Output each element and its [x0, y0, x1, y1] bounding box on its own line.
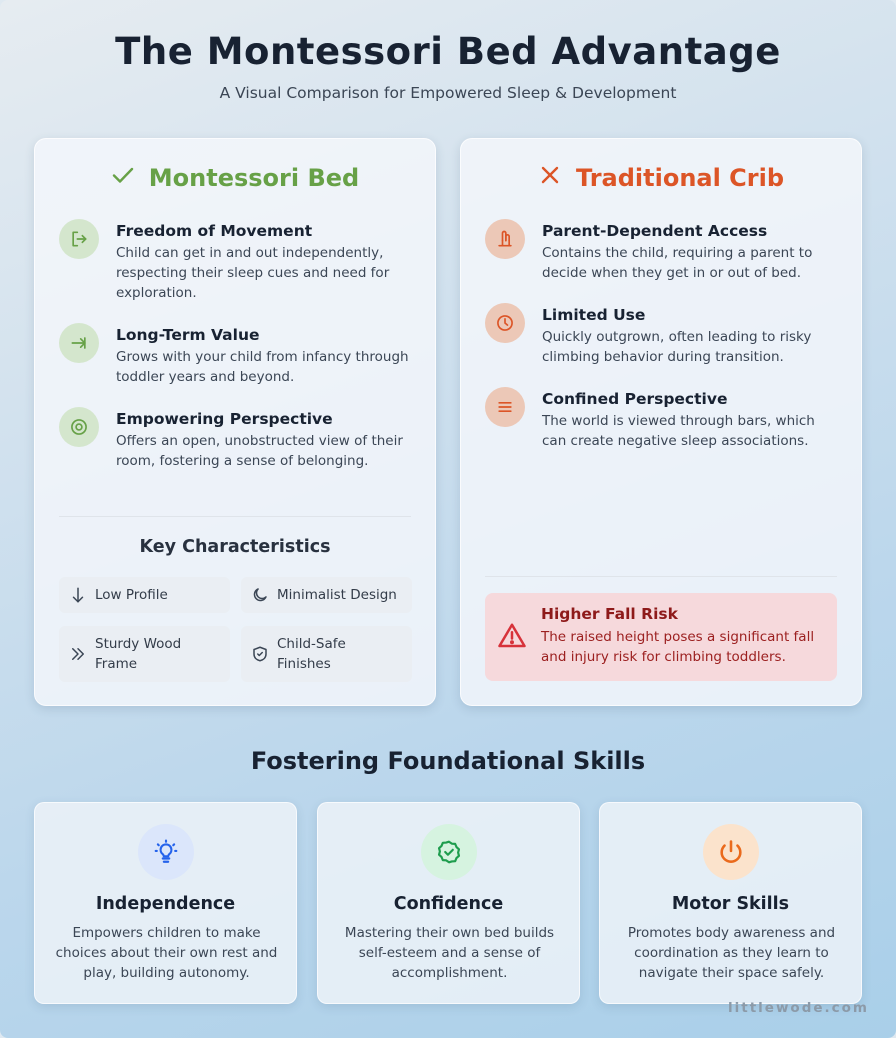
skill-desc: Empowers children to make choices about their own rest and play, building autonomy. — [55, 925, 278, 981]
feature-title: Empowering Perspective — [116, 410, 333, 428]
lightbulb-icon — [138, 824, 194, 880]
skill-card-motor-skills — [599, 802, 862, 1004]
check-icon — [111, 163, 135, 193]
skills-section-title: Fostering Foundational Skills — [250, 747, 646, 775]
montessori-heading — [35, 163, 435, 193]
shield-check-icon — [251, 645, 269, 663]
divider — [59, 516, 411, 517]
exit-arrow-icon — [59, 219, 99, 259]
hand-icon — [485, 219, 525, 259]
badge-check-icon — [421, 824, 477, 880]
skill-title: Confidence — [393, 894, 504, 914]
feature-desc: The world is viewed through bars, which can create negative sleep associations. — [542, 413, 815, 449]
clock-icon — [485, 303, 525, 343]
feature-desc: Quickly outgrown, often leading to risky climbing behavior during transition. — [542, 329, 812, 365]
double-chevron-icon — [69, 645, 87, 663]
feature-title: Confined Perspective — [542, 390, 728, 408]
skill-card-independence — [34, 802, 297, 1004]
chip-sturdy-wood-frame: Sturdy Wood Frame — [59, 626, 230, 682]
montessori-card — [34, 138, 436, 706]
feature-desc: Offers an open, unobstructed view of their room, fostering a sense of belonging. — [116, 433, 403, 469]
watermark: littlewode.com — [728, 1000, 869, 1016]
skill-title: Motor Skills — [671, 894, 790, 914]
power-icon — [703, 824, 759, 880]
skill-title: Independence — [95, 894, 236, 914]
feature-title: Parent-Dependent Access — [542, 222, 768, 240]
feature-desc: Grows with your child from infancy through toddler years and beyond. — [116, 349, 409, 385]
chip-low-profile: Low Profile — [59, 577, 230, 613]
x-icon — [538, 163, 562, 193]
target-icon — [59, 407, 99, 447]
skill-desc: Promotes body awareness and coordination as they learn to navigate their space safely. — [627, 925, 836, 981]
feature-title: Long-Term Value — [116, 326, 260, 344]
warning-icon — [497, 621, 527, 655]
bars-icon — [485, 387, 525, 427]
feature-title: Limited Use — [542, 306, 646, 324]
fall-risk-alert — [485, 593, 837, 681]
arrow-down-icon — [69, 586, 87, 604]
feature-desc: Child can get in and out independently, respecting their sleep cues and need for exploration. — [116, 245, 390, 301]
feature-title: Freedom of Movement — [116, 222, 313, 240]
page-subtitle: A Visual Comparison for Empowered Sleep & Development — [219, 84, 677, 102]
crib-card — [460, 138, 862, 706]
moon-icon — [251, 586, 269, 604]
arrow-right-icon — [59, 323, 99, 363]
skill-card-confidence — [317, 802, 580, 1004]
feature-desc: Contains the child, requiring a parent to decide when they get in or out of bed. — [542, 245, 813, 281]
chip-child-safe-finishes: Child-Safe Finishes — [241, 626, 412, 682]
page-title: The Montessori Bed Advantage — [115, 30, 781, 73]
chip-minimalist-design: Minimalist Design — [241, 577, 412, 613]
key-characteristics-title: Key Characteristics — [139, 537, 331, 557]
crib-heading-label: Traditional Crib — [575, 164, 785, 192]
risk-title: Higher Fall Risk — [541, 605, 678, 623]
divider — [485, 576, 837, 577]
montessori-heading-label: Montessori Bed — [148, 164, 360, 192]
risk-desc: The raised height poses a significant fall and injury risk for climbing toddlers. — [541, 629, 815, 665]
crib-heading — [461, 163, 861, 193]
skill-desc: Mastering their own bed builds self-esteem and a sense of accomplishment. — [344, 925, 555, 981]
